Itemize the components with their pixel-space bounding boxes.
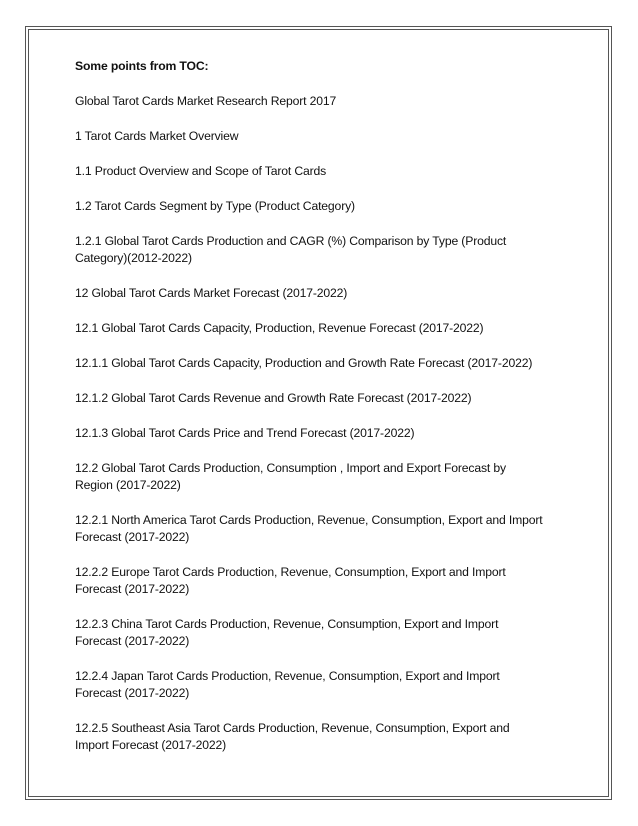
toc-item: 12.2.1 North America Tarot Cards Production, Revenue, Consumption, Export and Import Forecast (2017-2022) [75,513,543,544]
toc-item: 12.1.3 Global Tarot Cards Price and Trend Forecast (2017-2022) [75,426,415,440]
toc-heading: Some points from TOC: [75,59,209,73]
toc-item: 1 Tarot Cards Market Overview [75,129,239,143]
toc-item: 1.1 Product Overview and Scope of Tarot Cards [75,164,327,178]
toc-item: 12.2 Global Tarot Cards Production, Consumption , Import and Export Forecast by Region (2017-2022) [75,461,506,492]
toc-item: 12 Global Tarot Cards Market Forecast (2017-2022) [75,286,348,300]
toc-item: 12.1.2 Global Tarot Cards Revenue and Growth Rate Forecast (2017-2022) [75,391,472,405]
toc-item: 1.2 Tarot Cards Segment by Type (Product Category) [75,199,355,213]
document-body [75,58,545,772]
toc-item: 12.2.4 Japan Tarot Cards Production, Revenue, Consumption, Export and Import Forecast (2017-2022) [75,669,500,700]
toc-item: 1.2.1 Global Tarot Cards Production and CAGR (%) Comparison by Type (Product Category)(2012-2022) [75,234,507,265]
toc-item: 12.2.2 Europe Tarot Cards Production, Revenue, Consumption, Export and Import Forecast (2017-2022) [75,565,506,596]
toc-item-report-title: Global Tarot Cards Market Research Report 2017 [75,94,337,108]
toc-item: 12.1 Global Tarot Cards Capacity, Production, Revenue Forecast (2017-2022) [75,321,484,335]
toc-item: 12.2.5 Southeast Asia Tarot Cards Production, Revenue, Consumption, Export and Import Forecast (2017-2022) [75,721,510,752]
toc-item: 12.2.3 China Tarot Cards Production, Revenue, Consumption, Export and Import Forecast (2017-2022) [75,617,499,648]
toc-item: 12.1.1 Global Tarot Cards Capacity, Production and Growth Rate Forecast (2017-2022) [75,356,533,370]
